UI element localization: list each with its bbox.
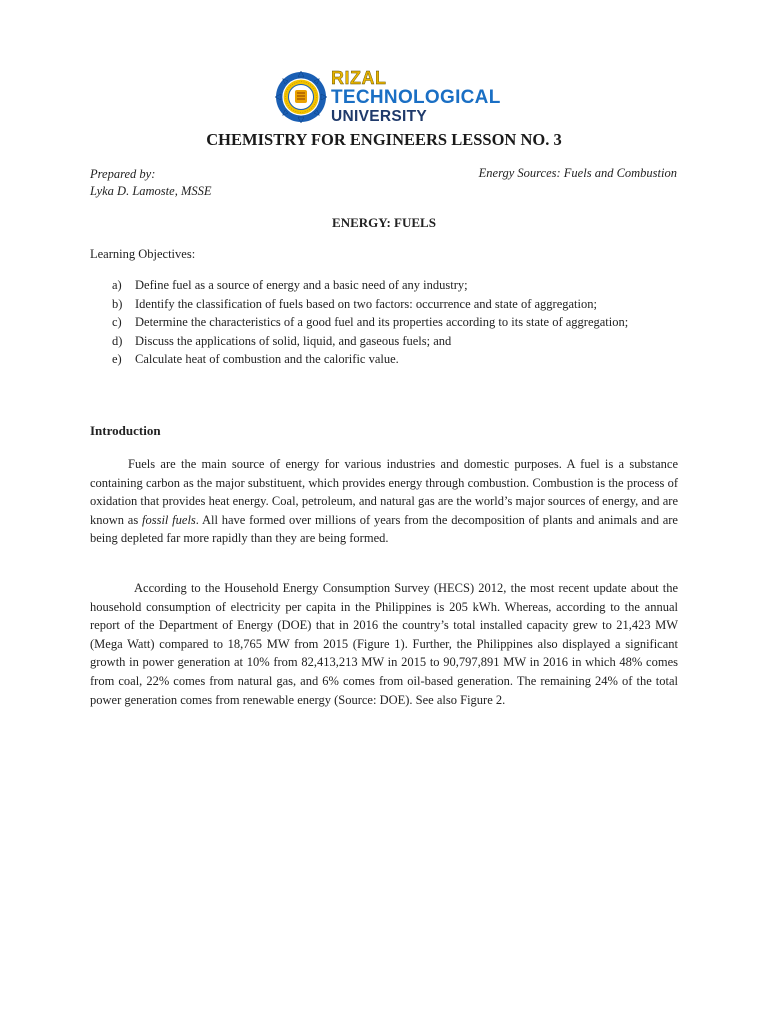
objective-text: Discuss the applications of solid, liquid, and gaseous fuels; and (135, 333, 452, 348)
objective-item (90, 276, 680, 295)
objective-marker: c) (112, 315, 122, 330)
objective-text: Identify the classification of fuels based on two factors: occurrence and state of aggregation; (135, 296, 597, 311)
objective-text: Define fuel as a source of energy and a basic need of any industry; (135, 278, 468, 292)
objective-marker: e) (112, 352, 122, 367)
objective-item (90, 332, 680, 351)
introduction-paragraph-2: According to the Household Energy Consumption Survey (HECS) 2012, the most recent update about the household consumption of electricity per capita in the Philippines is 205 kWh. Whereas, according to the annual report of the Department of Energy (DOE) that in 2016 the country’s total installed capacity grew to 21,423 MW (Mega Watt) compared to 18,765 MW from 2015 (Figure 1). Further, the Philippines also displayed a significant growth in power generation at 10% from 82,413,213 MW in 2015 to 90,797,891 MW in 2016 in which 48% comes from coal, 22% comes from natural gas, and 6% comes from oil-based generation. The remaining 24% of the total power generation comes from renewable energy (Source: DOE). See also Figure 2. (90, 581, 678, 707)
introduction-heading: Introduction (90, 423, 161, 438)
objectives-heading: Learning Objectives: (90, 247, 196, 261)
objective-item (90, 295, 680, 314)
objective-item (90, 350, 680, 369)
author-block (90, 166, 212, 200)
fossil-fuels-emphasis: fossil fuels (142, 512, 196, 527)
introduction-paragraph-1 (90, 455, 678, 548)
section-title: ENERGY: FUELS (332, 215, 436, 230)
objectives-list (90, 276, 680, 369)
objective-text: Calculate heat of combustion and the calorific value. (135, 352, 399, 367)
logo-text-university: UNIVERSITY (331, 108, 428, 126)
document-title: CHEMISTRY FOR ENGINEERS LESSON NO. 3 (206, 130, 562, 149)
objective-item (90, 313, 680, 332)
prepared-by-label: Prepared by: (90, 167, 156, 181)
university-logo (275, 70, 501, 124)
topic-label: Energy Sources: Fuels and Combustion (478, 166, 677, 180)
logo-text-technological: TECHNOLOGICAL (331, 87, 501, 109)
objective-marker: a) (112, 278, 122, 292)
author-name: Lyka D. Lamoste, MSSE (90, 184, 212, 198)
paragraph-text: . All have formed over millions of years from the decomposition of plants and animals and are being depleted far more rapidly than they are being formed. (90, 512, 678, 546)
university-seal-icon (275, 71, 327, 123)
logo-text-rizal: RIZAL (331, 68, 387, 89)
paragraph-text: Fuels are the main source of energy for various industries and domestic purposes. A fuel is a substance containing carbon as the major substituent, which provides energy through combustion. Combustion is the process of oxidation that provides heat energy. Coal, petroleum, and natural gas are the world’s major sources of energy, and are known as (90, 457, 678, 527)
objective-text: Determine the characteristics of a good fuel and its properties according to its state of aggregation; (135, 315, 629, 330)
objective-marker: b) (112, 296, 123, 311)
objective-marker: d) (112, 333, 123, 348)
